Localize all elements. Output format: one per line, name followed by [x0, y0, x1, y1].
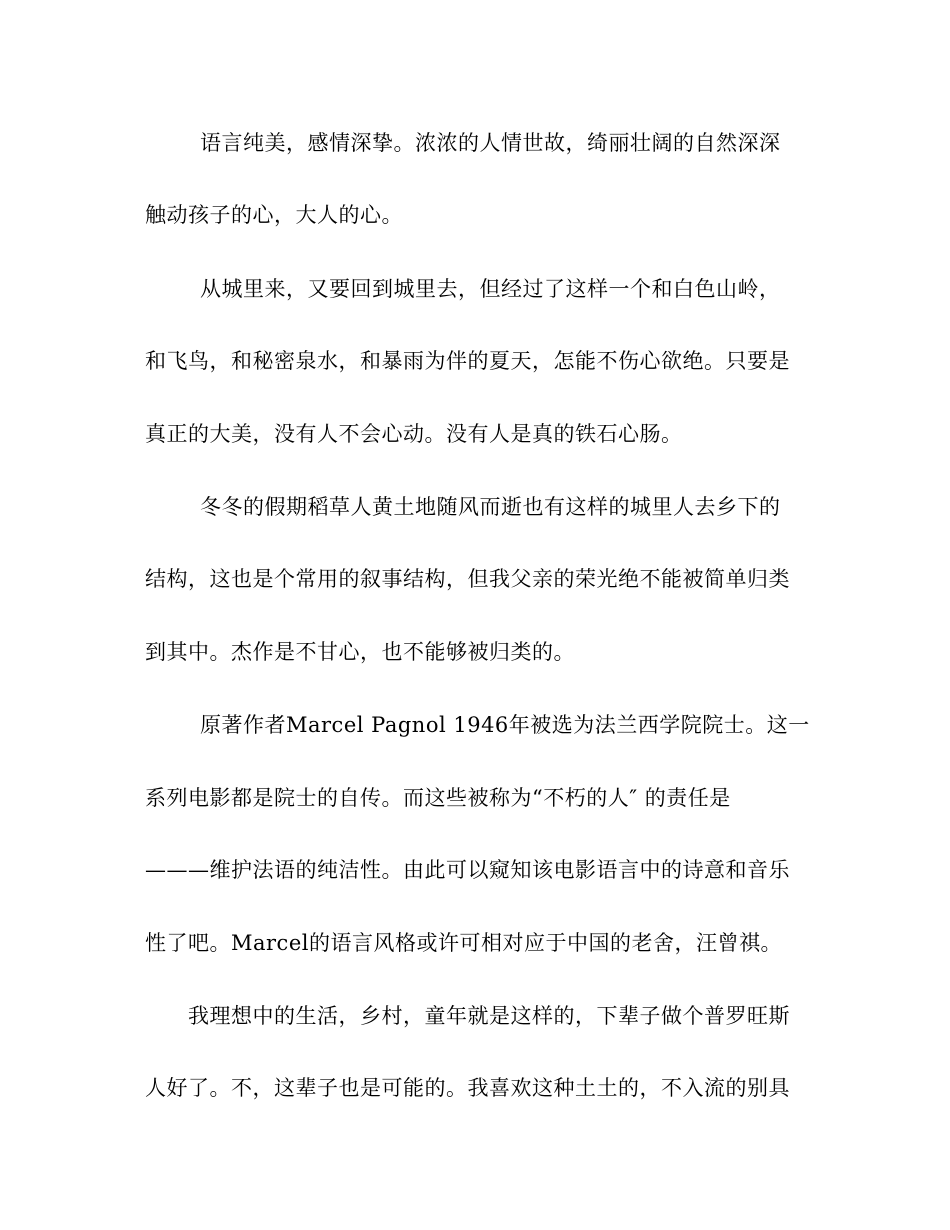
paragraph-line: 我理想中的生活，乡村，童年就是这样的，下辈子做个普罗旺斯 — [188, 1004, 790, 1028]
paragraph-line: 从城里来，又要回到城里去，但经过了这样一个和白色山岭， — [200, 277, 781, 301]
paragraph-line: 到其中。杰作是不甘心，也不能够被归类的。 — [145, 640, 575, 664]
paragraph-line: 触动孩子的心，大人的心。 — [145, 203, 403, 227]
paragraph-line: 性了吧。Marcel的语言风格或许可相对应于中国的老舍，汪曾祺。 — [145, 931, 782, 955]
paragraph-line: 原著作者Marcel Pagnol 1946年被选为法兰西学院院士。这一 — [200, 713, 810, 737]
paragraph-line: 真正的大美，没有人不会心动。没有人是真的铁石心肠。 — [145, 422, 683, 446]
paragraph-line: ———维护法语的纯洁性。由此可以窥知该电影语言中的诗意和音乐 — [145, 858, 790, 882]
paragraph-line: 冬冬的假期稻草人黄土地随风而逝也有这样的城里人去乡下的 — [200, 495, 781, 519]
paragraph-line: 结构，这也是个常用的叙事结构，但我父亲的荣光绝不能被简单归类 — [145, 567, 790, 591]
paragraph-line: 语言纯美，感情深挚。浓浓的人情世故，绮丽壮阔的自然深深 — [200, 131, 781, 155]
paragraph-line: 和飞鸟，和秘密泉水，和暴雨为伴的夏天，怎能不伤心欲绝。只要是 — [145, 349, 790, 373]
paragraph-line: 人好了。不，这辈子也是可能的。我喜欢这种土土的，不入流的别具 — [145, 1076, 790, 1100]
paragraph-line: 系列电影都是院士的自传。而这些被称为“不朽的人″ 的责任是 — [145, 786, 731, 810]
